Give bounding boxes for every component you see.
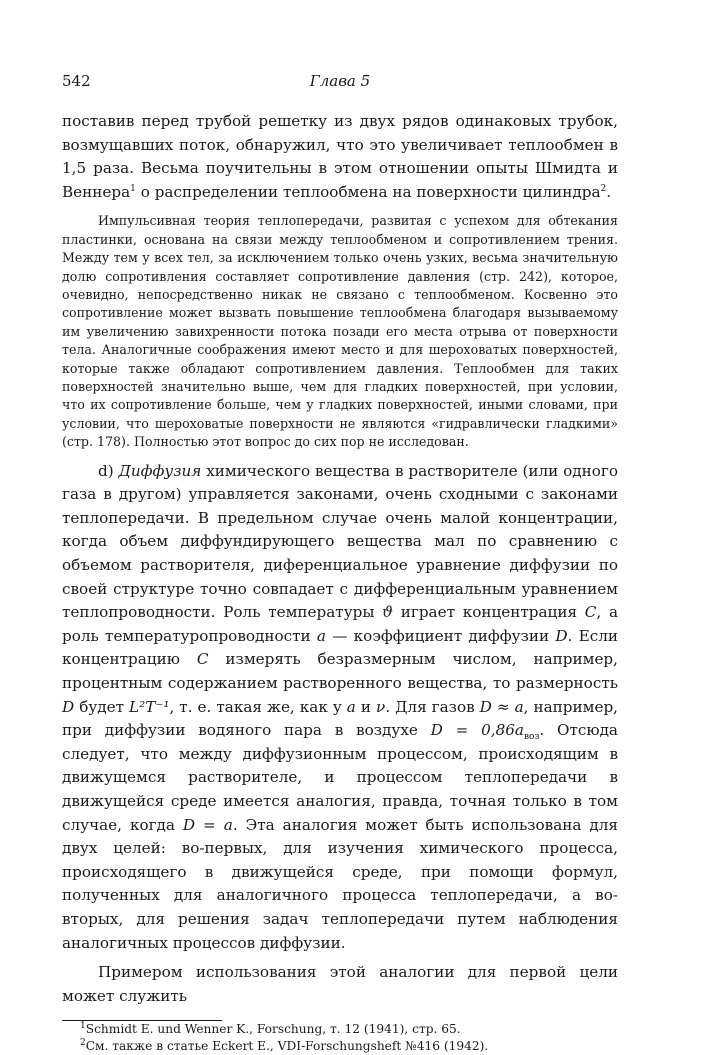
paragraph-last: Примером использования этой аналогии для первой цели может служить	[62, 963, 618, 1005]
paragraph-small-print: Импульсивная теория теплопередачи, развитая с успехом для обтекания пластинки, основана на связи между теплообменом и сопротивлением трения. Между тем у всех тел, за исключением только очень узких, весьма значительную долю сопротивления составляет сопротивление давления (стр. 242), которое, очевидно, непосредственно никак не связано с теплообменом. Косвенно это сопротивление может вызвать повышение теплообмена благодаря вызываемому им увеличению завихренности потока позади его места отрыва от поверхности тела. Аналогичные соображения имеют место и для шероховатых поверхностей, которые также обладают сопротивлением давления. Теплообмен для таких поверхностей значительно выше, чем для гладких поверхностей, при условии, что их сопротивление больше, чем у гладких поверхностей, иными словами, при условии, что шероховатые поверхности не являются «гидравлически гладкими» (стр. 178). Полностью этот вопрос до сих пор не исследован.	[62, 213, 618, 450]
footnote-ref-2: 2	[600, 183, 607, 194]
paragraph-continuation: поставив перед трубой решетку из двух рядов одинаковых трубок, возмущавших поток, обнаружил, что это увеличивает теплообмен в 1,5 раза. Весьма поучительны в этом отношении опыты Шмидта и Веннера$^1$ о распределении теплообмена на поверхности цилиндра$^2$.	[62, 112, 618, 201]
chapter-title: Глава 5	[309, 72, 371, 90]
footnote: $^1$Schmidt E. und Wenner K., Forschung, т. 12 (1941), стр. 65.	[80, 1021, 461, 1037]
running-header	[62, 72, 618, 100]
term-diffusion: Диффузия	[118, 461, 202, 480]
footnote-ref-1: 1	[130, 183, 136, 194]
page-number: 542	[62, 72, 91, 90]
paragraph-diffusion: d) Диффузия химического вещества в растворителе (или одного газа в другом) управляется законами, очень сходными с законами теплопередачи. В предельном случае очень малой концентрации, когда объем диффундирующего вещества мал по сравнению с объемом растворителя, диференциальное уравнение диффузии по своей структуре точно совпадает с дифференциальным уравнением теплопроводности. Роль температуры ϑ играет концентрация C, а роль температуропроводности a — коэффициент диффузии D. Если концентрацию C измерять безразмерным числом, например, процентным содержанием растворенного вещества, то размерность D будет L²T⁻¹, т. е. такая же, как у a и ν. Для газов D ≈ a, например, при диффузии водяного пара в воздухе $D = 0,86a_{воз}$. Отсюда следует, что между диффузионным процессом, происходящим в движущемся растворителе, и процессом теплопередачи в движущейся среде имеется аналогия, правда, точная только в том случае, когда D = a. Эта аналогия может быть использована для двух целей: во-первых, для изучения химического процесса, происходящего в движущейся среде, при помощи формул, полученных для аналогичного процесса теплопередачи, а во-вторых, для решения задач теплопередачи путем наблюдения аналогичных процессов диффузии.	[62, 461, 619, 952]
footnote: $^2$См. также в статье Eckert E., VDI-Forschungsheft №416 (1942).	[80, 1038, 489, 1054]
page	[62, 72, 618, 1055]
